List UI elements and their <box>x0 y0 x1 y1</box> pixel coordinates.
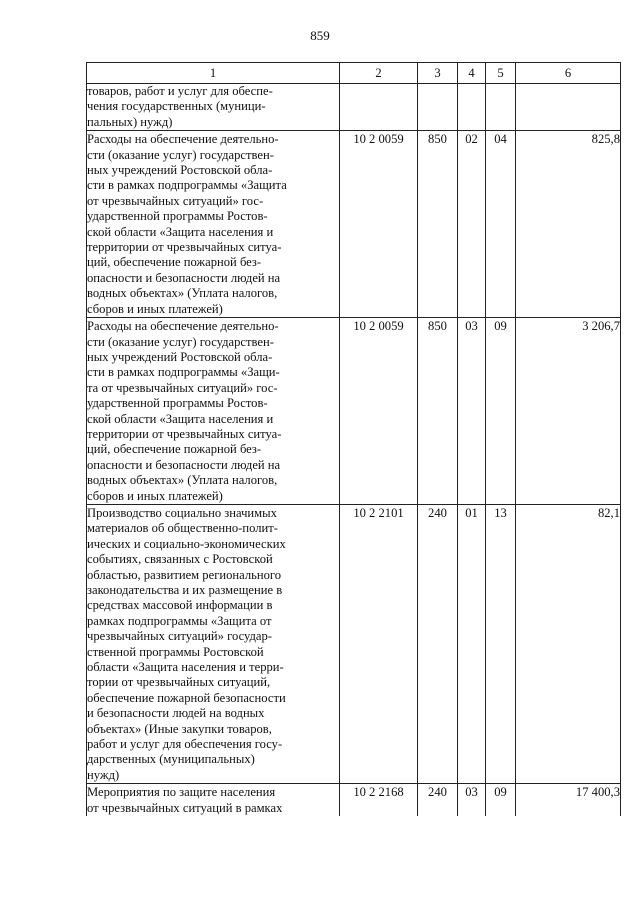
description-line: от чрезвычайных ситуаций» гос- <box>87 193 264 208</box>
row-description <box>87 131 340 318</box>
description-line: ных учреждений Ростовской обла- <box>87 163 273 178</box>
description-line: области «Защита населения и терри- <box>87 660 284 675</box>
table-row <box>87 784 621 816</box>
description-line: Расходы на обеспечение деятельно- <box>87 319 279 334</box>
description-line: ударственной программы Ростов- <box>87 209 268 224</box>
subsection-cell: 09 <box>486 784 516 816</box>
section-cell: 02 <box>458 131 486 318</box>
description-line: та от чрезвычайных ситуаций» гос- <box>87 380 278 395</box>
description-line: водных объектах» (Уплата налогов, <box>87 286 278 301</box>
description-line: сборов и иных платежей) <box>87 301 223 316</box>
amount-cell: 3 206,7 <box>516 318 621 505</box>
target-article-cell: 10 2 0059 <box>340 131 418 318</box>
description-line: объектах» (Иные закупки товаров, <box>87 721 272 736</box>
description-line: чения государственных (муници- <box>87 99 266 114</box>
table-row <box>87 504 621 783</box>
description-line: товаров, работ и услуг для обеспе- <box>87 84 273 98</box>
subsection-cell: 09 <box>486 318 516 505</box>
description-line: нужд) <box>87 767 120 782</box>
table-row <box>87 131 621 318</box>
description-line: Мероприятия по защите населения <box>87 785 276 800</box>
subsection-cell: 04 <box>486 131 516 318</box>
row-description <box>87 784 340 816</box>
column-header-subsection: 5 <box>486 63 516 84</box>
description-line: пальных) нужд) <box>87 114 173 129</box>
target-article-cell: 10 2 2168 <box>340 784 418 816</box>
description-line: Расходы на обеспечение деятельно- <box>87 132 279 147</box>
description-line: ской области «Защита населения и <box>87 224 274 239</box>
description-line: водных объектах» (Уплата налогов, <box>87 473 278 488</box>
description-line: ций, обеспечение пожарной без- <box>87 255 262 270</box>
description-line: территории от чрезвычайных ситуа- <box>87 240 282 255</box>
expense-type-cell <box>418 84 458 131</box>
description-line: ных учреждений Ростовской обла- <box>87 349 273 364</box>
row-description <box>87 504 340 783</box>
description-line: дарственных (муниципальных) <box>87 752 255 767</box>
page-number: 859 <box>310 28 330 43</box>
description-line: законодательства и их размещение в <box>87 583 283 597</box>
column-header-section: 4 <box>458 63 486 84</box>
column-header-expense-type: 3 <box>418 63 458 84</box>
description-line: работ и услуг для обеспечения госу- <box>87 737 283 752</box>
description-line: ций, обеспечение пожарной без- <box>87 442 262 457</box>
description-line: ударственной программы Ростов- <box>87 396 268 411</box>
column-header-description: 1 <box>87 63 340 84</box>
target-article-cell: 10 2 0059 <box>340 318 418 505</box>
description-line: сти (оказание услуг) государствен- <box>87 334 274 349</box>
section-cell: 03 <box>458 784 486 816</box>
expense-type-cell: 240 <box>418 784 458 816</box>
expense-type-cell: 850 <box>418 318 458 505</box>
row-description <box>87 318 340 505</box>
description-line: материалов об общественно-полит- <box>87 521 278 536</box>
description-line: ственной программы Ростовской <box>87 644 264 659</box>
section-cell <box>458 84 486 131</box>
description-line: от чрезвычайных ситуаций в рамках <box>87 800 283 815</box>
budget-allocation-table <box>86 62 621 816</box>
amount-cell: 825,8 <box>516 131 621 318</box>
subsection-cell <box>486 84 516 131</box>
description-line: ской области «Защита населения и <box>87 411 274 426</box>
description-line: сти (оказание услуг) государствен- <box>87 147 274 162</box>
target-article-cell: 10 2 2101 <box>340 504 418 783</box>
amount-cell: 17 400,3 <box>516 784 621 816</box>
table-row <box>87 318 621 505</box>
description-line: средствах массовой информации в <box>87 598 273 613</box>
section-cell: 01 <box>458 504 486 783</box>
column-header-amount: 6 <box>516 63 621 84</box>
description-line: сборов и иных платежей) <box>87 488 223 503</box>
description-line: и безопасности людей на водных <box>87 706 265 721</box>
column-header-target-article: 2 <box>340 63 418 84</box>
amount-cell <box>516 84 621 131</box>
target-article-cell <box>340 84 418 131</box>
description-line: рамках подпрограммы «Защита от <box>87 613 272 628</box>
description-line: обеспечение пожарной безопасности <box>87 690 286 705</box>
table-header-row <box>87 63 621 84</box>
expense-type-cell: 850 <box>418 131 458 318</box>
row-description <box>87 84 340 131</box>
description-line: тории от чрезвычайных ситуаций, <box>87 675 271 690</box>
description-line: опасности и безопасности людей на <box>87 457 281 472</box>
table-row <box>87 84 621 131</box>
description-line: чрезвычайных ситуаций» государ- <box>87 629 272 644</box>
description-line: сти в рамках подпрограммы «Защи- <box>87 365 280 380</box>
amount-cell: 82,1 <box>516 504 621 783</box>
description-line: территории от чрезвычайных ситуа- <box>87 426 282 441</box>
description-line: сти в рамках подпрограммы «Защита <box>87 178 287 193</box>
expense-type-cell: 240 <box>418 504 458 783</box>
subsection-cell: 13 <box>486 504 516 783</box>
description-line: событиях, связанных с Ростовской <box>87 552 273 567</box>
description-line: опасности и безопасности людей на <box>87 270 281 285</box>
description-line: ических и социально-экономических <box>87 536 286 551</box>
section-cell: 03 <box>458 318 486 505</box>
description-line: Производство социально значимых <box>87 505 277 520</box>
description-line: областью, развитием регионального <box>87 567 282 582</box>
